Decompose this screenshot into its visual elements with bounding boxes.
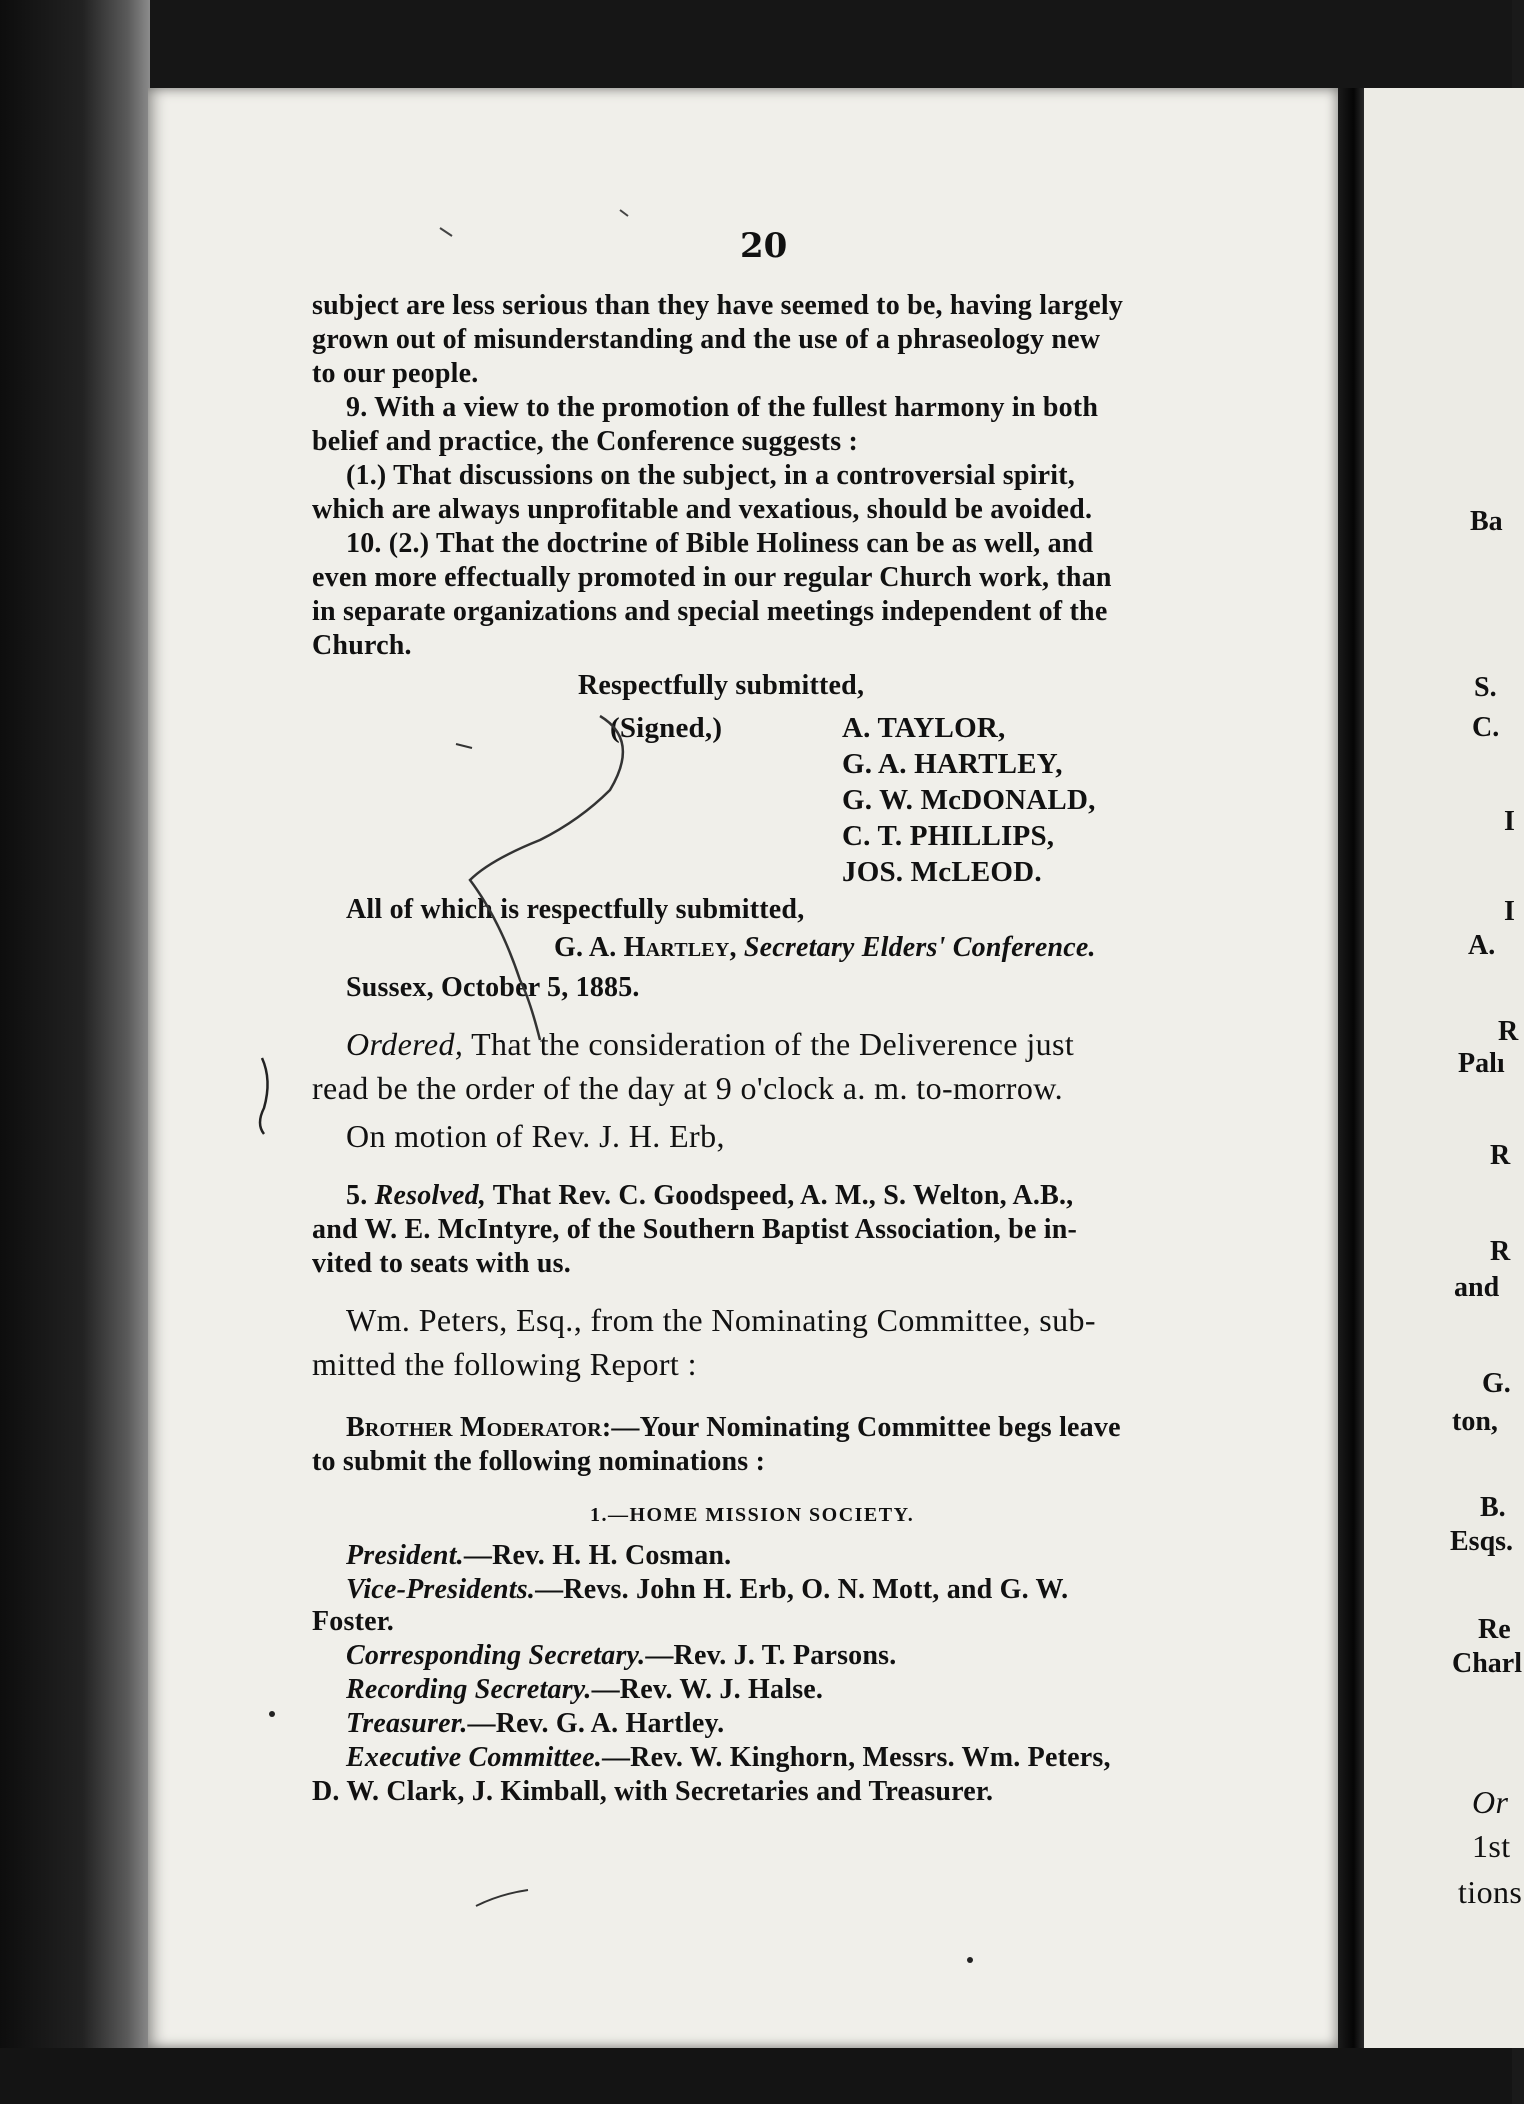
officer-line: Foster. (312, 1606, 395, 1637)
book-gutter (1338, 88, 1364, 2048)
place-date: Sussex, October 5, 1885. (346, 972, 640, 1003)
page-number: 20 (740, 226, 788, 266)
officer-line: Treasurer.—Rev. G. A. Hartley. (346, 1708, 725, 1739)
text-line: to our people. (312, 358, 479, 389)
next-page-fragment: Charl (1452, 1648, 1522, 1679)
section-heading: 1.—HOME MISSION SOCIETY. (590, 1504, 915, 1526)
next-page-fragment: Esqs. (1450, 1526, 1514, 1557)
scan-left-border (0, 0, 150, 2104)
officer-line: Executive Committee.—Rev. W. Kinghorn, Messrs. Wm. Peters, (346, 1742, 1111, 1773)
officer-line: Recording Secretary.—Rev. W. J. Halse. (346, 1674, 824, 1705)
resolved-line: and W. E. McIntyre, of the Southern Baptist Association, be in- (312, 1214, 1078, 1245)
scan-top-border (150, 0, 1512, 88)
text-line: 10. (2.) That the doctrine of Bible Holiness can be as well, and (346, 528, 1094, 559)
text-line: subject are less serious than they have seemed to be, having largely (312, 290, 1124, 321)
text-line: grown out of misunderstanding and the use of a phraseology new (312, 324, 1101, 355)
moderator-line: Brother Moderator:—Your Nominating Committee begs leave (346, 1412, 1121, 1443)
next-page-fragment: Palı (1458, 1048, 1505, 1079)
signatory-name: JOS. McLEOD. (842, 856, 1042, 888)
ordered-line: read be the order of the day at 9 o'clock a. m. to-morrow. (312, 1070, 1064, 1106)
signed-label: (Signed,) (610, 712, 723, 744)
closing-line: Respectfully submitted, (578, 670, 865, 701)
submission-line: All of which is respectfully submitted, (346, 894, 805, 925)
text-line: belief and practice, the Conference suggests : (312, 426, 859, 457)
next-page-fragment: B. (1480, 1492, 1506, 1523)
secretary-line (554, 932, 1096, 964)
moderator-lead: Brother Moderator (346, 1412, 602, 1443)
next-page-fragment: R (1490, 1140, 1511, 1171)
signatory-name: A. TAYLOR, (842, 712, 1006, 744)
signatory-name: C. T. PHILLIPS, (842, 820, 1055, 852)
resolved-line: vited to seats with us. (312, 1248, 571, 1279)
secretary-title: Secretary Elders' Conference. (743, 932, 1096, 963)
next-page-fragment: R (1498, 1016, 1519, 1047)
text-line: 9. With a view to the promotion of the fullest harmony in both (346, 392, 1099, 423)
next-page-fragment: Re (1478, 1614, 1511, 1645)
text-line: even more effectually promoted in our regular Church work, than (312, 562, 1112, 593)
next-page-fragment: tions (1458, 1874, 1523, 1910)
secretary-name: G. A. Hartley, (554, 932, 737, 963)
next-page-fragment: ton, (1452, 1406, 1498, 1437)
officer-line: D. W. Clark, J. Kimball, with Secretaries and Treasurer. (312, 1776, 994, 1807)
resolved-lead: Resolved, (374, 1180, 487, 1211)
resolved-line: 5. Resolved, That Rev. C. Goodspeed, A. M., S. Welton, A.B., (346, 1180, 1074, 1211)
text-line: (1.) That discussions on the subject, in a controversial spirit, (346, 460, 1075, 491)
report-intro-line: mitted the following Report : (312, 1346, 697, 1382)
signatory-name: G. W. McDONALD, (842, 784, 1096, 816)
next-page-fragment: G. (1482, 1368, 1511, 1399)
next-page-fragment: Or (1472, 1784, 1509, 1820)
next-page-fragment: S. (1474, 672, 1497, 703)
next-page-fragment: Ba (1470, 506, 1503, 537)
motion-line: On motion of Rev. J. H. Erb, (346, 1118, 725, 1154)
officer-line: Corresponding Secretary.—Rev. J. T. Parsons. (346, 1640, 897, 1671)
adjacent-page-edge (1364, 88, 1524, 2048)
next-page-fragment: I (1504, 896, 1515, 927)
officer-line: President.—Rev. H. H. Cosman. (346, 1540, 732, 1571)
signatory-name: G. A. HARTLEY, (842, 748, 1063, 780)
text-line: in separate organizations and special meetings independent of the (312, 596, 1108, 627)
next-page-fragment: R (1490, 1236, 1511, 1267)
next-page-fragment: A. (1468, 930, 1496, 961)
text-line: which are always unprofitable and vexatious, should be avoided. (312, 494, 1093, 525)
text-line: Church. (312, 630, 412, 661)
report-intro-line: Wm. Peters, Esq., from the Nominating Committee, sub- (346, 1302, 1096, 1338)
next-page-fragment: I (1504, 806, 1515, 837)
officer-line: Vice-Presidents.—Revs. John H. Erb, O. N. Mott, and G. W. (346, 1574, 1069, 1605)
ordered-lead: Ordered, (346, 1026, 464, 1062)
next-page-fragment: C. (1472, 712, 1500, 743)
next-page-fragment: 1st (1472, 1828, 1511, 1864)
next-page-fragment: and (1454, 1272, 1500, 1303)
moderator-line: to submit the following nominations : (312, 1446, 766, 1477)
ordered-line: Ordered, That the consideration of the Deliverence just (346, 1026, 1075, 1062)
scan-bottom-border (0, 2048, 1512, 2104)
